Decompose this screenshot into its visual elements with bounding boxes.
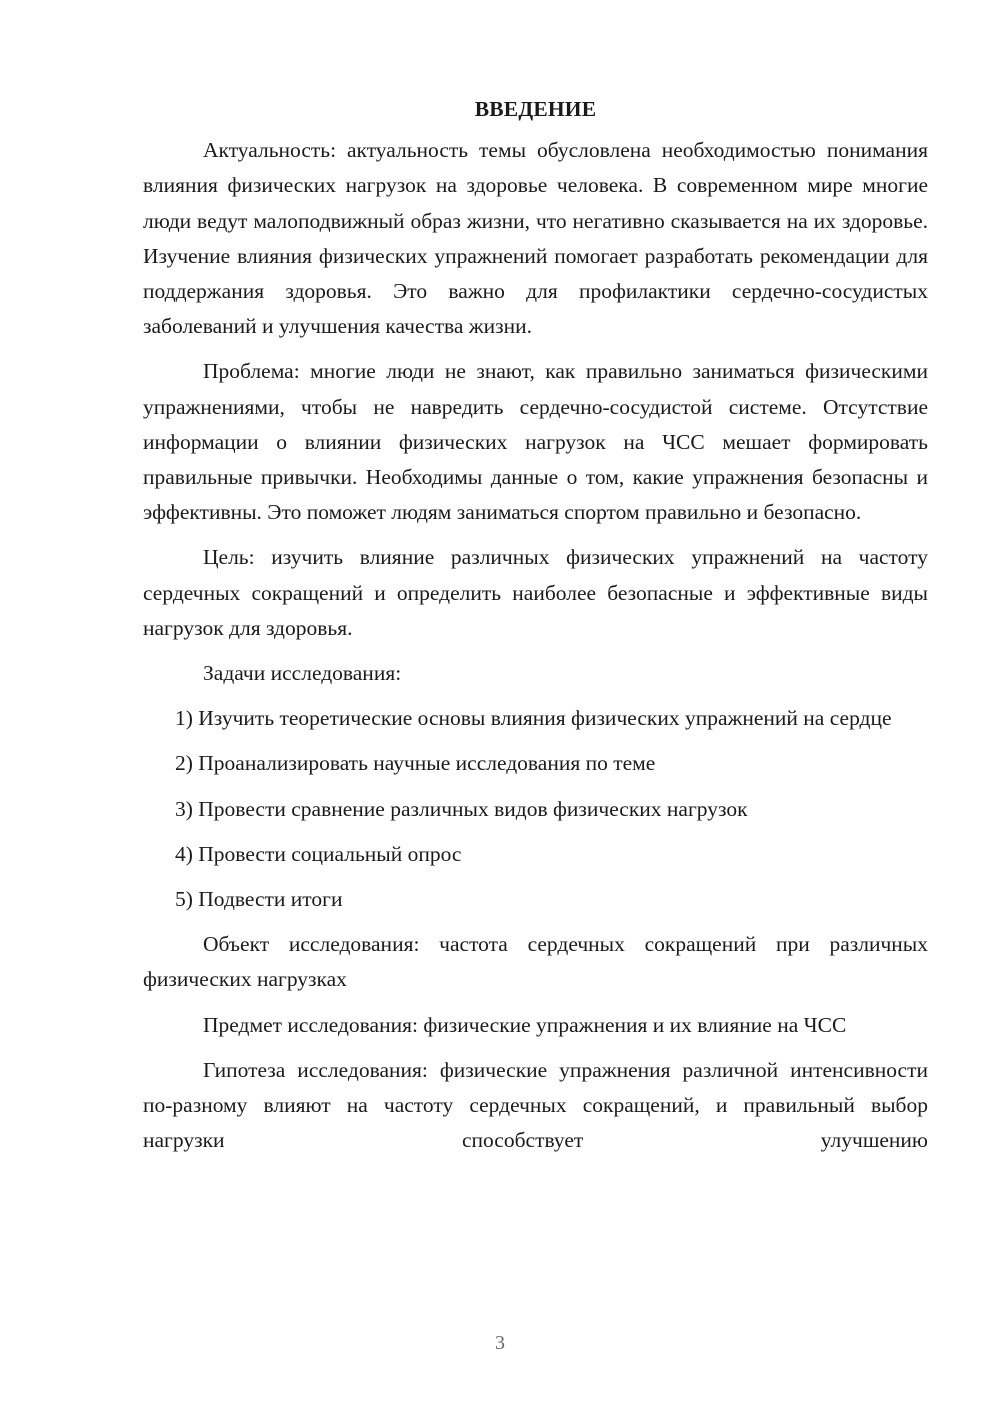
object-paragraph: Объект исследования: частота сердечных сокращений при различных физических нагрузках	[143, 932, 928, 992]
page-content	[143, 92, 928, 1168]
task-item-4: 4) Провести социальный опрос	[175, 841, 462, 866]
task-item-3: 3) Провести сравнение различных видов физических нагрузок	[175, 796, 748, 821]
task-item-1: 1) Изучить теоретические основы влияния физических упражнений на сердце	[175, 706, 892, 731]
relevance-paragraph: Актуальность: актуальность темы обусловлена необходимостью понимания влияния физических нагрузок на здоровье человека. В современном мире многие люди ведут малоподвижный образ жизни, что негативно сказывается на их здоровье. Изучение влияния физических упражнений помогает разработать рекомендации для поддержания здоровья. Это важно для профилактики сердечно-сосудистых заболеваний и улучшения качества жизни.	[143, 138, 928, 339]
task-item-5: 5) Подвести итоги	[175, 887, 343, 912]
goal-paragraph: Цель: изучить влияние различных физических упражнений на частоту сердечных сокращений и определить наиболее безопасные и эффективные виды нагрузок для здоровья.	[143, 545, 928, 640]
page-title: ВВЕДЕНИЕ	[474, 97, 597, 121]
hypothesis-paragraph: Гипотеза исследования: физические упражнения различной интенсивности по-разному влияют на частоту сердечных сокращений, и правильный выбор нагрузки способствует улучшению	[143, 1057, 928, 1153]
task-item-2: 2) Проанализировать научные исследования по теме	[175, 751, 656, 776]
page-number: 3	[495, 1332, 505, 1354]
problem-paragraph: Проблема: многие люди не знают, как правильно заниматься физическими упражнениями, чтобы не навредить сердечно-сосудистой системе. Отсутствие информации о влиянии физических нагрузок на ЧСС мешает формировать правильные привычки. Необходимы данные о том, какие упражнения безопасны и эффективны. Это поможет людям заниматься спортом правильно и безопасно.	[143, 359, 928, 525]
subject-paragraph: Предмет исследования: физические упражнения и их влияние на ЧСС	[203, 1012, 847, 1037]
tasks-heading: Задачи исследования:	[203, 661, 402, 686]
